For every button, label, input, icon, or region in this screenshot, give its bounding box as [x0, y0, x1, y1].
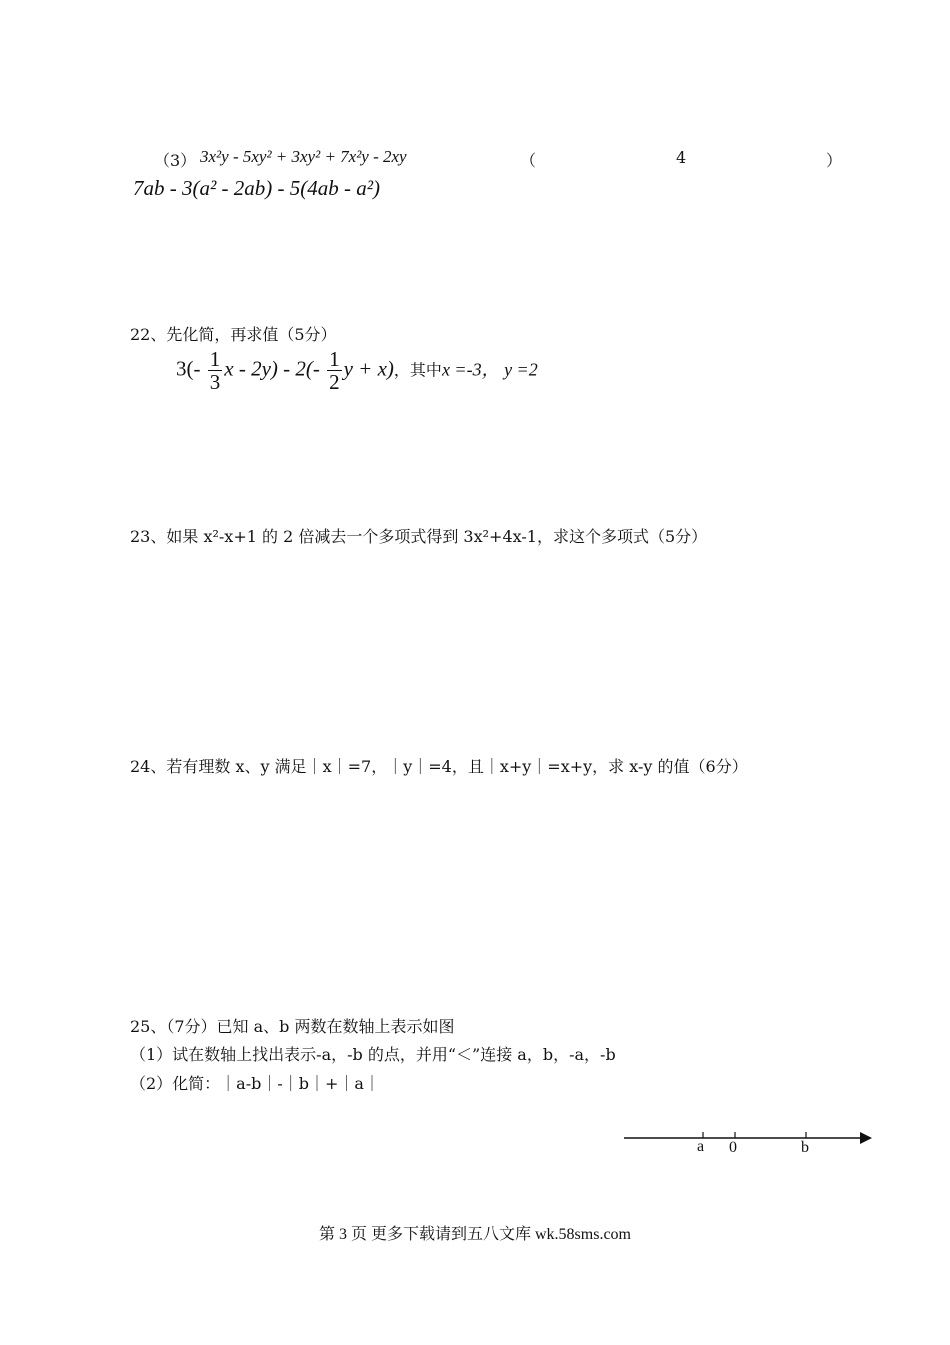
number-line [620, 1126, 880, 1166]
fraction-one-third [208, 348, 223, 393]
problem22-condition: x =-3， y =2 [441, 359, 538, 380]
number-line-label-a: a [697, 1138, 705, 1155]
problem22-title: 22、先化简，再求值（5分） [130, 325, 337, 344]
fraction-denominator: 3 [209, 370, 221, 394]
page-footer: 第 3 页 更多下载请到五八文库 wk.58sms.com [318, 1226, 631, 1243]
problem21-part4-expression: 7ab - 3(a² - 2ab) - 5(4ab - a²) [133, 176, 381, 200]
problem22-condition-prefix: ，其中 [393, 360, 442, 380]
number-line-label-zero: 0 [729, 1139, 737, 1156]
fraction-one-half [327, 348, 342, 393]
problem21-close-paren: ） [826, 151, 843, 170]
number-line-label-b: b [801, 1139, 809, 1156]
problem22-expression [176, 348, 538, 393]
fraction-numerator: 1 [329, 347, 340, 371]
problem25-part1: （1）试在数轴上找出表示-a，-b 的点，并用“＜”连接 a，b，-a，-b [130, 1045, 616, 1064]
problem25-part2: （2）化简：｜a-b｜-｜b｜+｜a｜ [130, 1074, 380, 1093]
fraction-denominator: 2 [329, 370, 340, 394]
problem22-expr-end: y + x) [343, 356, 394, 381]
problem23-text: 23、如果 x²-x+1 的 2 倍减去一个多项式得到 3x²+4x-1，求这个多项式（5分） [130, 527, 708, 546]
problem25-title: 25、（7分）已知 a、b 两数在数轴上表示如图 [130, 1017, 455, 1036]
fraction-numerator: 1 [209, 347, 221, 371]
problem21-part3-label: （3） [154, 151, 197, 170]
problem21-part4-label: 4 [676, 148, 687, 167]
problem21-part3-expression: 3x²y - 5xy² + 3xy² + 7x²y - 2xy [200, 147, 407, 166]
number-line-arrow-icon [860, 1132, 872, 1144]
problem22-expr-mid: x - 2y) - 2(- [224, 356, 326, 381]
problem24-text: 24、若有理数 x、y 满足｜x｜=7，｜y｜=4，且｜x+y｜=x+y，求 x-y 的值（6分） [130, 757, 748, 776]
problem22-expr-start: 3(- [176, 356, 206, 381]
problem21-open-paren: （ [520, 151, 537, 170]
